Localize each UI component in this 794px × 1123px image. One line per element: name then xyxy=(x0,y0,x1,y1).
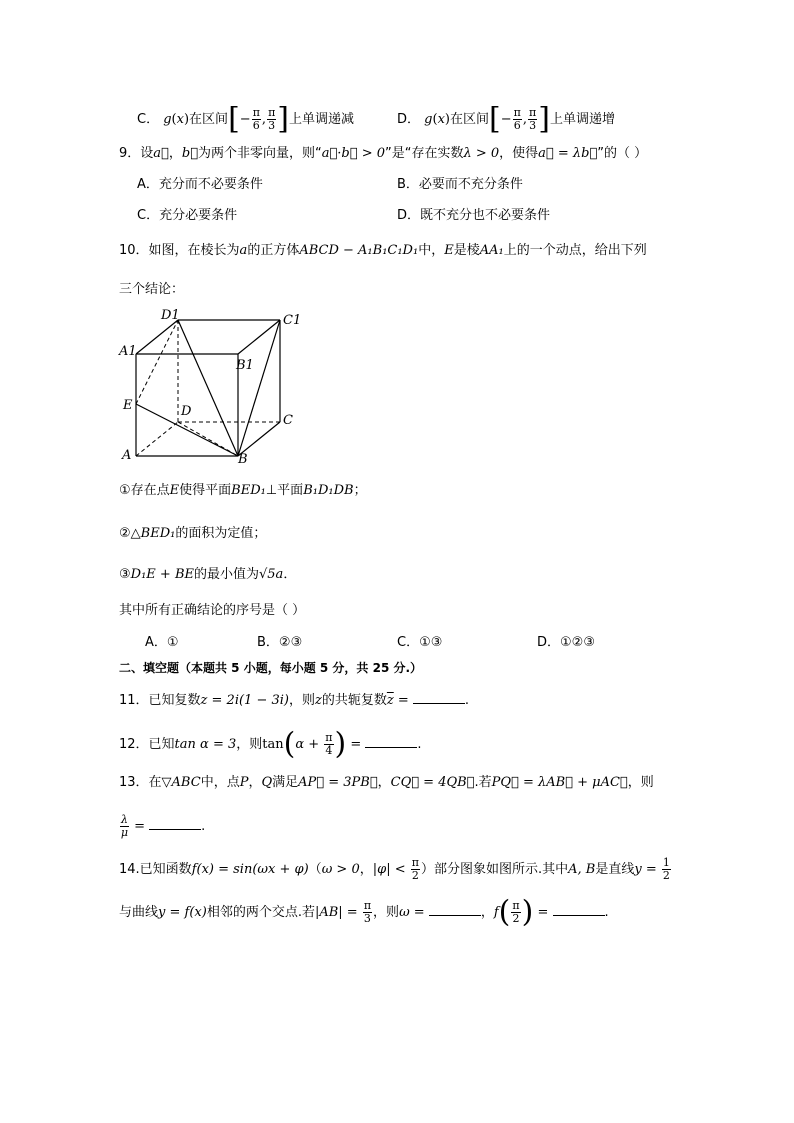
answer-blank[interactable] xyxy=(149,817,201,830)
math-sqrt5a: √5a xyxy=(259,567,284,582)
math-e: E xyxy=(444,243,454,258)
q9-option-b: B．必要而不充分条件 xyxy=(397,177,523,192)
vertex-label-d: D xyxy=(181,404,192,419)
period: . xyxy=(604,905,609,920)
stem-text: 上的一个动点，给出下列 xyxy=(503,243,647,258)
q10-option-d: D．①②③ xyxy=(537,635,595,650)
math-tan: tan xyxy=(262,737,284,752)
bracket: ] xyxy=(277,101,290,137)
vertex-label-a1: A1 xyxy=(119,344,137,359)
fraction-pi-6: $\frac{\pi}{6}$ xyxy=(513,106,521,132)
math-a-eq-lambda-b: a⃗ = λb⃗ xyxy=(538,146,598,161)
vertex-label-b: B xyxy=(238,452,248,465)
math-pq-expr: PQ⃗ = λAB⃗ + μAC⃗ xyxy=(491,775,628,790)
math-p-q: P xyxy=(239,775,249,790)
math-comma: , xyxy=(522,112,527,127)
stem-text: ，则 xyxy=(236,737,263,752)
q8-option-c xyxy=(137,101,355,137)
stem-text: 的正方体 xyxy=(247,243,300,258)
math-paren: ( xyxy=(432,112,438,127)
stem-text: 满足 xyxy=(272,775,299,790)
math-plane-bed1: BED₁ xyxy=(231,483,266,498)
vertex-label-c1: C1 xyxy=(283,313,302,328)
stem-text: 的共轭复数 xyxy=(321,693,387,708)
section-title: 二、填空题（本题共 5 小题，每小题 5 分，共 25 分.） xyxy=(119,661,423,675)
q10-option-b: B．②③ xyxy=(257,635,303,650)
math-a-b: A, B xyxy=(568,862,596,877)
q10-ask: 其中所有正确结论的序号是（ ） xyxy=(119,603,306,618)
stem-text: 与曲线 xyxy=(119,905,159,920)
stem-text: ”是“存在实数 xyxy=(385,146,464,161)
option-text: 上单调递减 xyxy=(289,112,355,127)
q13-line2 xyxy=(119,813,205,841)
stem-text: 中， xyxy=(418,243,445,258)
q14-line2 xyxy=(119,894,609,930)
q10-conclusion-1 xyxy=(119,482,367,500)
math-x: x xyxy=(176,112,184,127)
math-paren: ) xyxy=(444,112,450,127)
option-text: 上单调递增 xyxy=(549,112,615,127)
stem-text: 是直线 xyxy=(595,862,635,877)
vertex-label-b1: B1 xyxy=(236,358,254,373)
vertex-label-c: C xyxy=(283,413,293,428)
question-number: 9． xyxy=(119,146,141,161)
answer-blank-omega[interactable] xyxy=(429,903,481,916)
math-lambda: λ > 0 xyxy=(463,146,500,161)
q10-option-a: A．① xyxy=(145,635,179,650)
math-d1e-be: D₁E + BE xyxy=(130,567,194,582)
math-ap-3pb: AP⃗ = 3PB⃗ xyxy=(298,775,378,790)
stem-text: 10．如图，在棱长为 xyxy=(119,243,240,258)
q9-option-c: C．充分必要条件 xyxy=(137,208,238,223)
q13-line1: 13．在▽ABC中，点P，Q满足AP⃗ = 3PB⃗，CQ⃗ = 4QB⃗.若PQ⃗ = λAB⃗ + μAC⃗，则 xyxy=(119,775,654,790)
fraction-lambda-mu: $\frac{\lambda}{\mu}$ xyxy=(120,813,129,839)
answer-blank-f[interactable] xyxy=(553,903,605,916)
answer-blank[interactable] xyxy=(413,691,465,704)
stem-text: ，则 xyxy=(288,693,315,708)
q9-option-a: A．充分而不必要条件 xyxy=(137,177,263,192)
math-phi-bound: |φ| < xyxy=(372,862,410,877)
math-y-fx: y = f(x) xyxy=(158,905,207,920)
fraction-pi-3: $\frac{\pi}{3}$ xyxy=(363,899,372,925)
paren: ) xyxy=(521,894,534,930)
text-interval: 在区间 xyxy=(449,112,489,127)
vertex-label-d1: D1 xyxy=(161,308,180,323)
fraction-pi-6: $\frac{\pi}{6}$ xyxy=(252,106,260,132)
math-eq: = xyxy=(129,819,150,834)
stem-text: ， xyxy=(359,862,373,877)
q10-option-c: C．①③ xyxy=(397,635,443,650)
conclusion-text: ． xyxy=(283,567,297,582)
bracket: ] xyxy=(538,101,550,137)
fraction-pi-3: $\frac{\pi}{3}$ xyxy=(529,106,537,132)
math-y-eq: y = xyxy=(634,862,661,877)
math-cq-4qb: CQ⃗ = 4QB⃗ xyxy=(390,775,475,790)
q9-option-d: D．既不充分也不必要条件 xyxy=(397,208,551,223)
vector-b: b⃗ xyxy=(181,146,198,161)
conclusion-text: 的面积为定值； xyxy=(175,526,267,541)
conclusion-text: ③ xyxy=(119,567,131,582)
stem-text: 11．已知复数 xyxy=(119,693,201,708)
stem-text: 是棱 xyxy=(453,243,480,258)
answer-blank[interactable] xyxy=(365,735,417,748)
stem-text: 12．已知 xyxy=(119,737,175,752)
math-paren: ( xyxy=(171,112,177,127)
math-q: Q xyxy=(261,775,273,790)
math-a: a xyxy=(239,243,248,258)
period: . xyxy=(464,693,470,708)
math-eq: = xyxy=(393,693,413,708)
stem-text: ，则 xyxy=(373,905,400,920)
math-aa1: AA₁ xyxy=(479,243,504,258)
conclusion-text: ②△ xyxy=(119,526,141,541)
math-eq: = xyxy=(346,737,366,752)
math-f: f xyxy=(493,905,499,920)
math-eq: = xyxy=(409,905,429,920)
stem-text: .若 xyxy=(474,775,492,790)
math-x: x xyxy=(437,112,445,127)
paren: ) xyxy=(334,726,347,762)
conclusion-text: ①存在点 xyxy=(119,483,170,498)
math-e: E xyxy=(169,483,180,498)
math-triangle-bed1: BED₁ xyxy=(140,526,176,541)
math-paren: ) xyxy=(183,112,190,127)
math-z-expr: z = 2i(1 − 3i) xyxy=(200,693,289,708)
stem-text: ”的（ ） xyxy=(597,146,648,161)
conclusion-text: ⊥平面 xyxy=(265,483,304,498)
bracket: [ xyxy=(489,101,501,137)
math-minus: − xyxy=(500,112,512,127)
math-eq: = xyxy=(533,905,553,920)
math-omega: ω xyxy=(399,905,410,920)
q8-option-d xyxy=(397,101,615,137)
math-g-of-x: g xyxy=(424,112,433,127)
conclusion-text: 使得平面 xyxy=(179,483,232,498)
paren: ( xyxy=(283,726,296,762)
math-f-def: f(x) = sin(ωx + φ) xyxy=(191,862,309,877)
stem-text: 14.已知函数 xyxy=(119,862,192,877)
vertex-label-a: A xyxy=(122,448,132,463)
q10-conclusion-3 xyxy=(119,566,296,584)
math-z-conj: $\overline{z}$ xyxy=(386,693,394,708)
stem-text: 为两个非零向量，则“ xyxy=(198,146,322,161)
math-tan-alpha: tan α = 3 xyxy=(174,737,237,752)
stem-text: ， xyxy=(480,905,494,920)
conclusion-text: ； xyxy=(353,483,367,498)
math-z: z xyxy=(315,693,322,708)
q9-stem: 9．设a⃗，b⃗为两个非零向量，则“a⃗·b⃗ > 0”是“存在实数λ > 0，使得a⃗ = λb⃗”的（ ） xyxy=(119,146,648,161)
text-interval: 在区间 xyxy=(189,112,229,127)
fraction-pi-2: $\frac{\pi}{2}$ xyxy=(512,899,520,925)
cube-figure xyxy=(117,305,307,465)
stem-text: （ xyxy=(308,862,322,877)
vertex-label-e: E xyxy=(123,398,133,413)
math-plane-b1d1db: B₁D₁DB xyxy=(303,483,354,498)
stem-text: ，使得 xyxy=(499,146,539,161)
period: . xyxy=(417,737,422,752)
q10-stem-line2: 三个结论： xyxy=(119,282,185,297)
fraction-pi-4: $\frac{\pi}{4}$ xyxy=(325,731,333,757)
math-cube-name: ABCD − A₁B₁C₁D₁ xyxy=(299,243,419,258)
vector-a: a⃗ xyxy=(153,146,169,161)
math-omega-pos: ω > 0 xyxy=(321,862,360,877)
math-triangle-abc: ▽ABC xyxy=(161,775,201,790)
fraction-pi-3: $\frac{\pi}{3}$ xyxy=(268,106,276,132)
stem-text: 设 xyxy=(140,146,154,161)
fraction-pi-2: $\frac{\pi}{2}$ xyxy=(411,856,419,882)
math-minus: − xyxy=(239,112,251,127)
stem-text: 13．在 xyxy=(119,775,162,790)
q10-conclusion-2 xyxy=(119,525,266,543)
paren: ( xyxy=(498,894,511,930)
stem-text: ）部分图象如图所示.其中 xyxy=(421,862,569,877)
option-label: C． xyxy=(137,112,160,127)
q10-stem-line1 xyxy=(119,242,647,260)
stem-text: 相邻的两个交点.若 xyxy=(206,905,315,920)
option-label: D． xyxy=(397,112,421,127)
bracket: [ xyxy=(228,101,240,137)
math-alpha: α + xyxy=(295,737,324,752)
conclusion-text: 的最小值为 xyxy=(193,567,259,582)
q11 xyxy=(119,691,469,710)
q14-line1 xyxy=(119,857,672,882)
period: . xyxy=(201,819,206,834)
q12 xyxy=(119,726,422,762)
fraction-1-2: $\frac{1}{2}$ xyxy=(662,856,670,882)
stem-text: ，则 xyxy=(627,775,654,790)
stem-text: 中，点 xyxy=(200,775,240,790)
math-abs-ab: |AB| = xyxy=(314,905,362,920)
math-comma: , xyxy=(261,112,267,127)
math-g-of-x: g xyxy=(163,112,172,127)
math-dot-product: a⃗·b⃗ > 0 xyxy=(321,146,385,161)
